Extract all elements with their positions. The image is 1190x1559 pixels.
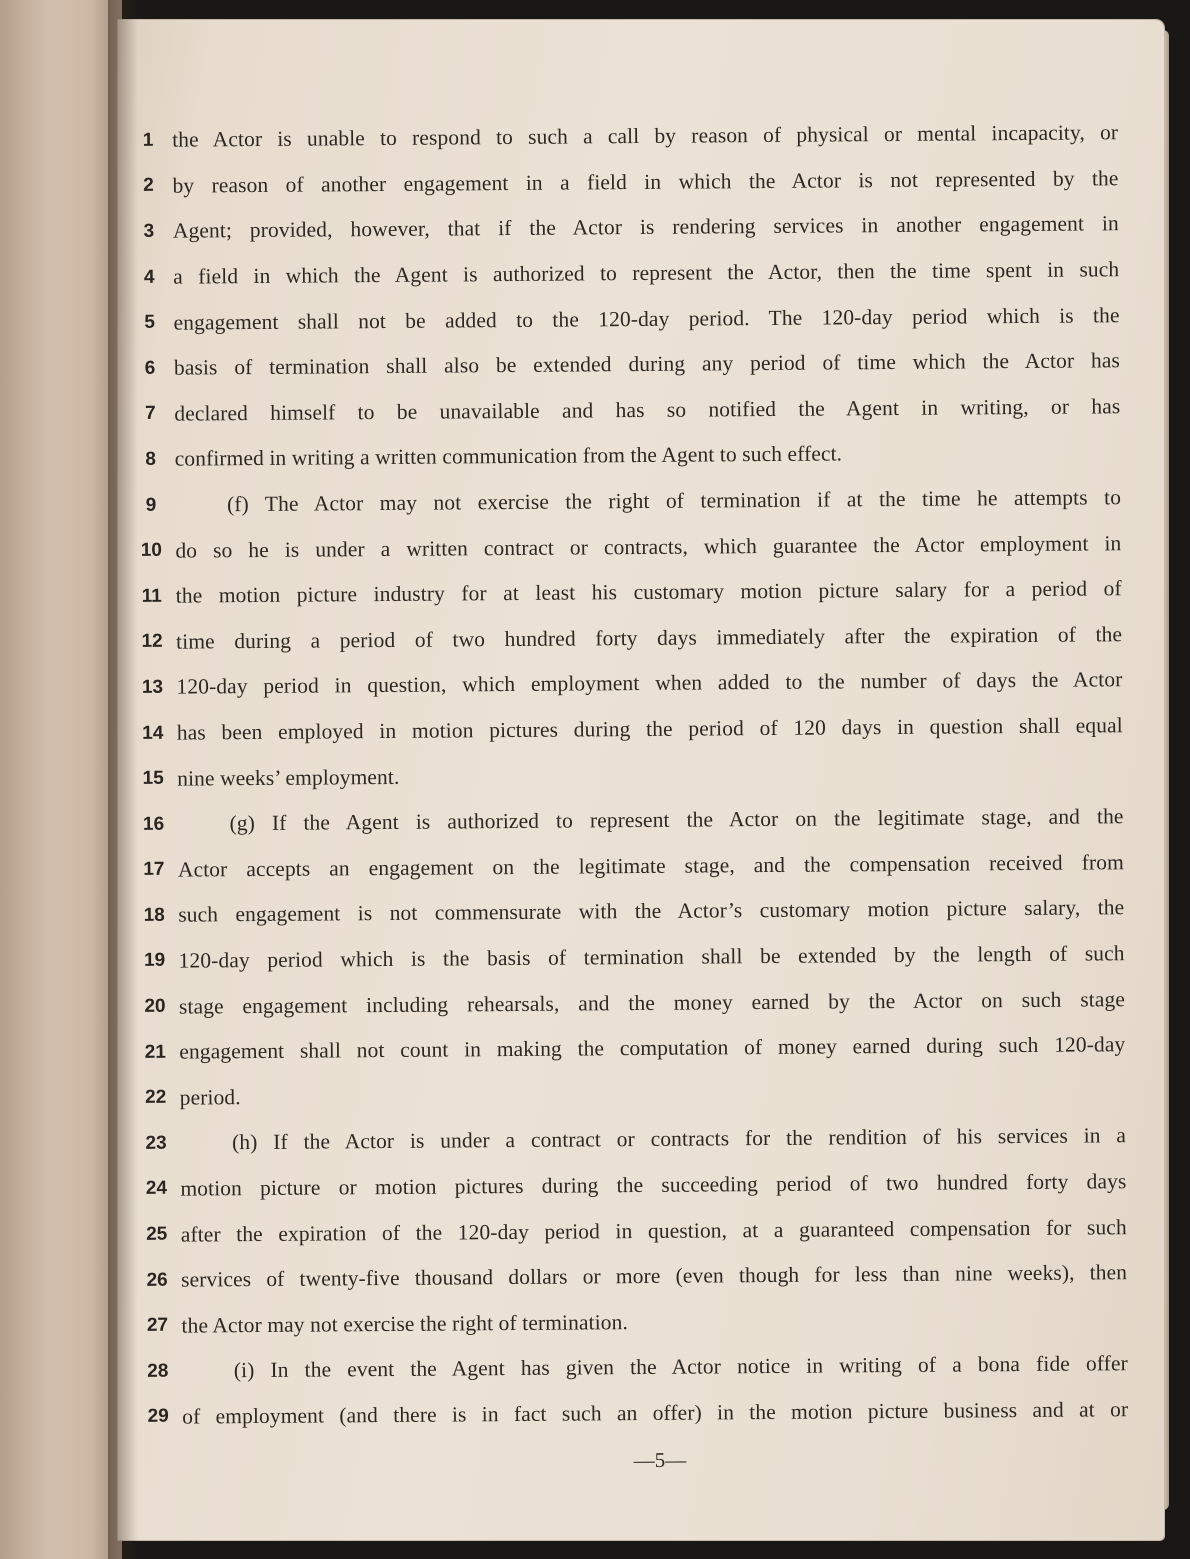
document-line bbox=[135, 1022, 1125, 1075]
document-line bbox=[128, 156, 1118, 209]
line-number: 23 bbox=[145, 1132, 167, 1154]
line-number: 11 bbox=[141, 585, 162, 607]
line-number: 10 bbox=[140, 539, 163, 562]
line-number: 26 bbox=[146, 1269, 168, 1291]
document-line bbox=[129, 247, 1119, 300]
page-number: —5— bbox=[633, 1447, 687, 1473]
line-text: (f) The Actor may not exercise the right of termination if at the time he attempts to bbox=[226, 485, 1122, 517]
line-text: motion picture or motion pictures during the succeeding period of two hundred forty days bbox=[180, 1169, 1127, 1201]
document-line bbox=[137, 1250, 1127, 1303]
line-text: 120-day period in question, which employment when added to the number of days the Actor bbox=[176, 667, 1123, 700]
document-line bbox=[132, 612, 1122, 665]
document-line bbox=[132, 566, 1122, 619]
line-number: 27 bbox=[146, 1314, 169, 1337]
document-line bbox=[130, 338, 1120, 391]
document-line bbox=[134, 840, 1124, 893]
line-text: period. bbox=[179, 1084, 241, 1110]
line-text: (g) If the Agent is authorized to represent the Actor on the legitimate stage, and the bbox=[229, 804, 1124, 836]
line-number: 1 bbox=[142, 129, 154, 151]
document-line bbox=[129, 201, 1119, 254]
line-number: 20 bbox=[144, 995, 166, 1017]
line-number: 28 bbox=[147, 1360, 169, 1382]
line-text: basis of termination shall also be extended during any period of time which the Actor has bbox=[173, 348, 1121, 380]
line-number: 29 bbox=[147, 1406, 169, 1428]
document-line bbox=[128, 110, 1118, 163]
line-number: 3 bbox=[143, 220, 155, 242]
document-line bbox=[134, 931, 1124, 984]
line-text: services of twenty-five thousand dollars or more (even though for less than nine weeks), then bbox=[181, 1260, 1128, 1292]
line-text: after the expiration of the 120-day period in question, at a guaranteed compensation for such bbox=[180, 1214, 1127, 1247]
line-number: 18 bbox=[143, 904, 165, 926]
document-line bbox=[130, 384, 1120, 437]
document-line bbox=[137, 1296, 1127, 1349]
line-number: 8 bbox=[145, 448, 157, 470]
line-text: Actor accepts an engagement on the legitimate stage, and the compensation received from bbox=[177, 849, 1124, 882]
document-line bbox=[133, 703, 1123, 756]
document-line bbox=[133, 749, 1123, 802]
line-number: 6 bbox=[144, 357, 156, 379]
line-text: engagement shall not count in making the computation of money earned during such 120-day bbox=[179, 1032, 1126, 1064]
line-number: 17 bbox=[143, 859, 165, 881]
line-text: confirmed in writing a written communication from the Agent to such effect. bbox=[174, 441, 843, 472]
line-number: 9 bbox=[145, 494, 157, 516]
document-line bbox=[138, 1341, 1128, 1394]
line-number: 7 bbox=[144, 403, 156, 425]
document-line bbox=[135, 976, 1125, 1029]
document-line bbox=[131, 429, 1121, 482]
line-text: stage engagement including rehearsals, and the money earned by the Actor on such stage bbox=[178, 986, 1126, 1019]
line-number: 22 bbox=[145, 1086, 167, 1109]
line-text: time during a period of two hundred forty days immediately after the expiration of the bbox=[176, 622, 1123, 654]
document-line bbox=[134, 885, 1124, 938]
line-text: 120-day period which is the basis of termination shall be extended by the length of such bbox=[178, 941, 1125, 973]
document-line bbox=[132, 657, 1122, 710]
line-text: engagement shall not be added to the 120-day period. The 120-day period which is the bbox=[173, 302, 1120, 335]
line-text: a field in which the Agent is authorized to represent the Actor, then the time spent in such bbox=[173, 257, 1120, 289]
line-text: do so he is under a written contract or contracts, which guarantee the Actor employment in bbox=[175, 530, 1122, 563]
line-number: 25 bbox=[146, 1223, 168, 1245]
document-body bbox=[128, 110, 1128, 1440]
document-line bbox=[136, 1159, 1126, 1212]
document-line bbox=[136, 1113, 1126, 1166]
line-text: has been employed in motion pictures during the period of 120 days in question shall equal bbox=[176, 713, 1123, 745]
line-text: nine weeks’ employment. bbox=[177, 764, 400, 791]
line-text: Agent; provided, however, that if the Actor is rendering services in another engagement in bbox=[172, 211, 1119, 244]
line-text: the motion picture industry for at least his customary motion picture salary for a period of bbox=[175, 576, 1122, 608]
line-text: (h) If the Actor is under a contract or contracts for the rendition of his services in a bbox=[231, 1123, 1127, 1155]
line-text: the Actor may not exercise the right of termination. bbox=[181, 1309, 628, 1338]
line-text: such engagement is not commensurate with the Actor’s customary motion picture salary, the bbox=[178, 895, 1125, 928]
line-text: by reason of another engagement in a field in which the Actor is not represented by the bbox=[172, 166, 1119, 198]
line-text: the Actor is unable to respond to such a call by reason of physical or mental incapacity, or bbox=[172, 120, 1119, 152]
line-number: 19 bbox=[143, 950, 166, 972]
line-number: 16 bbox=[142, 813, 165, 835]
document-line bbox=[131, 475, 1121, 528]
line-text: declared himself to be unavailable and has so notified the Agent in writing, or has bbox=[174, 394, 1121, 426]
line-number: 14 bbox=[142, 722, 164, 744]
document-line bbox=[129, 293, 1119, 346]
line-number: 21 bbox=[144, 1041, 166, 1063]
document-line bbox=[138, 1387, 1128, 1440]
line-text: (i) In the event the Agent has given the Actor notice in writing of a bona fide offer bbox=[233, 1351, 1128, 1383]
line-number: 5 bbox=[144, 311, 155, 334]
line-number: 13 bbox=[141, 676, 164, 698]
line-number: 2 bbox=[143, 175, 154, 197]
document-line bbox=[136, 1068, 1126, 1121]
line-number: 4 bbox=[143, 266, 155, 288]
line-number: 24 bbox=[145, 1178, 168, 1200]
document-line bbox=[137, 1204, 1127, 1257]
document-line bbox=[131, 521, 1121, 574]
line-number: 12 bbox=[141, 631, 163, 653]
facing-page bbox=[0, 0, 122, 1559]
line-text: of employment (and there is in fact such an offer) in the motion picture business and at or bbox=[182, 1397, 1129, 1429]
document-line bbox=[133, 794, 1123, 847]
line-number: 15 bbox=[142, 767, 164, 790]
